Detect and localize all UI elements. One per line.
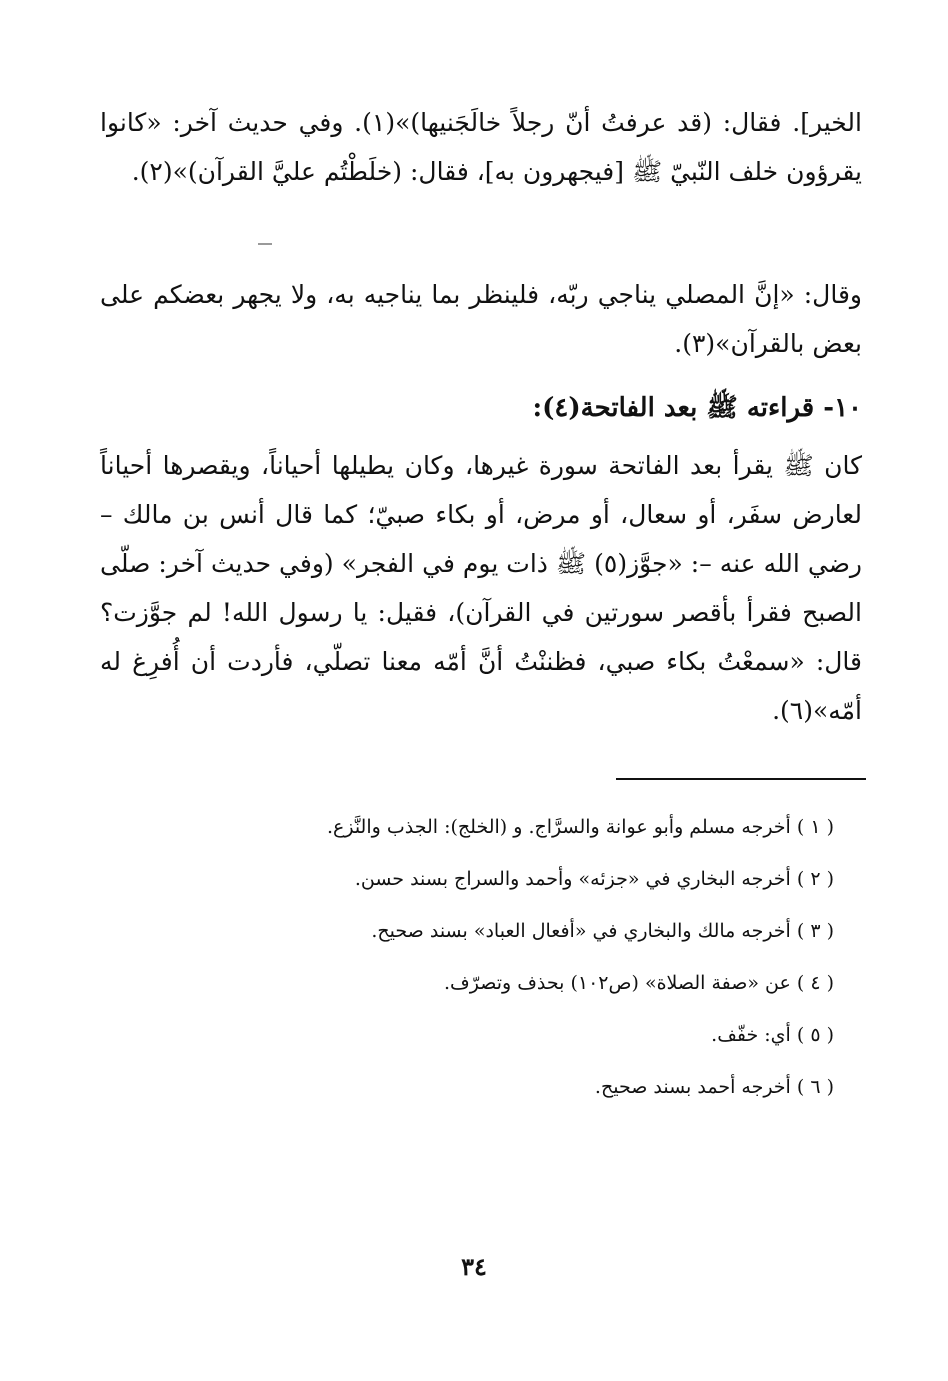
paragraph-qiraatuhu: كان ﷺ يقرأ بعد الفاتحة سورة غيرها، وكان يطيلها أحياناً، ويقصرها أحياناً لعارض سفَر، أو سعال، أو مرض، أو بكاء صبيّ؛ كما قال أنس بن مالك – رضي الله عنه –: «جوَّز(٥) ﷺ ذات يوم في الفجر» (وفي حديث آخر: صلّى الصبح فقرأ بأقصر سورتين في القرآن)، فقيل: يا رسول الله! لم جوَّزت؟ قال: «سمعْتُ بكاء صبي، فظننْتُ أنَّ أمّه معنا تصلّي، فأردت أن أُفرِغ له أمّه»(٦). xyxy=(100,451,862,725)
footnote-3: ( ٣ ) أخرجه مالك والبخاري في «أفعال العباد» بسند صحيح. xyxy=(371,920,834,942)
footnote-2: ( ٢ ) أخرجه البخاري في «جزئه» وأحمد والسراج بسند حسن. xyxy=(354,868,834,890)
paragraph-musalli-yunaji: وقال: «إنَّ المصلي يناجي ربّه، فلينظر بما يناجيه به، ولا يجهر بعضكم على بعض بالقرآن»(٣). xyxy=(100,280,862,358)
footnote-5: ( ٥ ) أي: خفّف. xyxy=(711,1024,834,1046)
footnote-4: ( ٤ ) عن «صفة الصلاة» (ص١٠٢) بحذف وتصرّف. xyxy=(444,972,834,994)
footnotes xyxy=(140,801,834,1113)
footnote-6: ( ٦ ) أخرجه أحمد بسند صحيح. xyxy=(594,1076,834,1098)
print-speck xyxy=(258,243,272,245)
footnote-separator xyxy=(616,778,866,780)
page-number: ٣٤ xyxy=(461,1252,487,1281)
section-heading: ١٠- قراءته ﷺ بعد الفاتحة(٤): xyxy=(532,393,862,423)
paragraph-hadith-khalajaniha: الخير]. فقال: (قد عرفتُ أنّ رجلاً خالَجَنيها)»(١). وفي حديث آخر: «كانوا يقرؤون خلف النّبيّ ﷺ [فيجهرون به]، فقال: (خلَطْتُم عليَّ القرآن)»(٢). xyxy=(100,108,862,186)
footnote-1: ( ١ ) أخرجه مسلم وأبو عوانة والسرَّاج. و (الخلج): الجذب والنَّزع. xyxy=(326,816,834,838)
